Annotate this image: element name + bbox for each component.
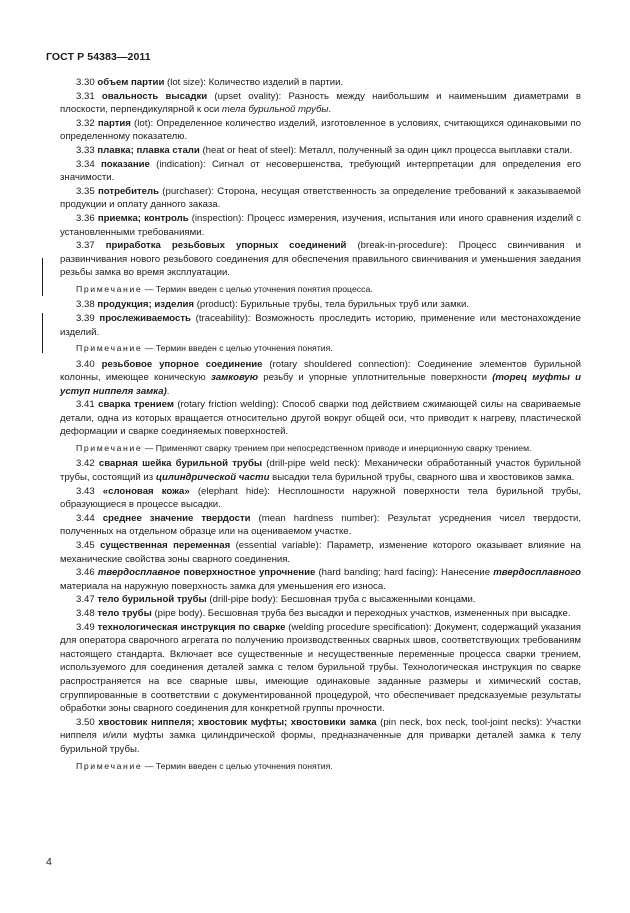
term-num: 3.37	[76, 240, 95, 252]
definition-entry	[60, 716, 581, 757]
italic-term: (торец муфты и уступ ниппеля замка)	[60, 372, 581, 397]
term-rest: (lot): Определенное количество изделий, изготовленное в условиях, считающихся одинаковыми по определенному показателю.	[60, 117, 581, 143]
term-num: 3.48	[76, 608, 95, 619]
term-term: сварная шейка бурильной трубы	[98, 458, 263, 470]
term-rest: (product): Бурильные трубы, тела бурильных труб или замки.	[194, 299, 469, 311]
term-rest: (drill-pipe weld neck): Механически обработанный участок бурильной трубы, состоящий из	[60, 458, 581, 484]
term-term: показание	[100, 158, 150, 170]
term-rest: (essential variable): Параметр, изменение которого оказывает влияние на механические свойства зоны сварного соединения.	[60, 540, 581, 565]
term-num: 3.45	[76, 540, 95, 552]
definition-entry	[60, 239, 581, 280]
term-num: 3.38	[76, 299, 95, 311]
term-rest: (indication): Сигнал от несовершенства, требующий интерпретации для определения его значимости.	[60, 158, 581, 184]
term-term: приработка резьбовых упорных соединений	[105, 240, 347, 252]
definition-entry	[60, 298, 581, 312]
term-term: технологическая инструкция по сварке	[97, 621, 286, 633]
term-num: 3.47	[76, 594, 95, 606]
definition-entry	[60, 90, 581, 117]
term-term: плавка; плавка стали	[97, 144, 200, 156]
term-rest: (hard banding; hard facing): Нанесение	[315, 567, 494, 579]
term-note-text: — Термин введен с целью уточнения понятия.	[142, 343, 333, 354]
term-term: объем партии	[97, 77, 165, 88]
note	[60, 283, 581, 295]
definition-entry	[60, 76, 581, 90]
definition-entry	[60, 158, 581, 185]
note-label: Примечание	[76, 343, 143, 354]
term-num: 3.41	[76, 399, 95, 411]
definition-entry	[60, 185, 581, 212]
term-rest: (drill-pipe body): Бесшовная труба с высаженными концами.	[206, 594, 476, 606]
definition-entry	[60, 398, 581, 439]
term-term: потребитель	[97, 185, 160, 197]
term-num: 3.50	[76, 716, 95, 728]
definition-entry	[60, 358, 581, 399]
term-note-text: — Применяют сварку трением при непосредственном приводе и инерционную сварку трением.	[142, 443, 532, 454]
definition-entry	[60, 144, 581, 158]
term-rest: (upset ovality): Разность между наибольшим и наименьшим диаметрами в плоскости, перпендикулярной к оси	[60, 90, 581, 116]
definition-entry	[60, 566, 581, 593]
note	[60, 760, 581, 772]
definition-entry	[60, 485, 581, 512]
term-term: приемка; контроль	[97, 212, 189, 224]
term-num: 3.35	[76, 185, 95, 197]
term-num: 3.42	[76, 458, 95, 470]
term-rest: (pipe body). Бесшовная труба без высадки и переходных участков, измененных при высадке.	[151, 608, 571, 619]
term-term: партия	[97, 117, 131, 129]
term-rest: (heat or heat of steel): Металл, полученный за один цикл процесса выплавки стали.	[199, 144, 573, 156]
note-label: Примечание	[76, 283, 143, 294]
term-rest2: резьбу и упорные уплотнительные поверхности	[258, 372, 493, 384]
term-italic: твердосплавное	[97, 567, 181, 579]
definition-entry	[60, 312, 581, 339]
term-term: «слоновая кожа»	[102, 485, 190, 497]
term-term: среднее значение твердости	[102, 512, 251, 524]
term-term: хвостовик ниппеля; хвостовик муфты; хвостовики замка	[98, 716, 377, 728]
term-rest2: материала на наружную поверхность замка для уменьшения его износа.	[60, 580, 386, 592]
term-term: овальность высадки	[101, 90, 208, 102]
term-rest2: .	[328, 104, 332, 116]
term-term: сварка трением	[98, 399, 174, 411]
term-rest: (inspection): Процесс измерения, изучения, испытания или иного сравнения изделий с установленными требованиями.	[60, 212, 582, 238]
note	[60, 342, 581, 354]
document-body	[60, 76, 581, 775]
term-rest2: высадки тела бурильной трубы, сварного шва и хвостовиков замка.	[269, 472, 575, 484]
term-num: 3.31	[76, 90, 95, 102]
document-header: ГОСТ Р 54383—2011	[46, 51, 151, 63]
term-rest: (elephant hide): Несплошности наружной поверхности тела бурильной трубы, образующиеся в процессе высадки.	[60, 485, 581, 511]
term-num: 3.30	[76, 77, 95, 88]
term-num: 3.49	[76, 621, 95, 633]
term-rest: (lot size): Количество изделий в партии.	[164, 77, 344, 88]
change-bar	[42, 258, 43, 296]
term-num: 3.43	[76, 485, 95, 497]
definition-entry	[60, 457, 581, 484]
term-num: 3.39	[76, 312, 95, 324]
note	[60, 442, 581, 454]
italic-term: цилиндрической части	[155, 472, 270, 484]
term-num: 3.44	[76, 512, 95, 524]
page-number: 4	[46, 856, 52, 868]
italic-term: замковую	[210, 372, 259, 384]
note-label: Примечание	[76, 760, 143, 771]
term-rest: (break-in-procedure): Процесс свинчивания и развинчивания нового резьбового соединения для обеспечения правильного свинчивания и уменьшения заедания резьбы замка во время эксплуатации.	[60, 240, 581, 279]
term-term: существенная переменная	[100, 540, 231, 552]
term-num: 3.40	[76, 358, 95, 370]
term-rest: (traceability): Возможность проследить историю, применение или местонахождение изделий.	[60, 312, 582, 338]
term-note-text: — Термин введен с целью уточнения понятия.	[142, 760, 333, 771]
definition-entry	[60, 212, 581, 239]
term-rest: (purchaser): Сторона, несущая ответственность за определение требований к заказываемой продукции и оплату данного заказа.	[60, 185, 582, 211]
term-rest: (mean hardness number): Результат усреднения чисел твердости, полученных на отдельном образце или на оцениваемом участке.	[60, 512, 581, 538]
term-num: 3.32	[76, 117, 95, 129]
note-label: Примечание	[76, 443, 143, 454]
term-term: тело трубы	[97, 608, 152, 619]
term-term: поверхностное упрочнение	[180, 567, 316, 579]
term-term: прослеживаемость	[99, 312, 191, 324]
definition-entry	[60, 593, 581, 607]
definition-entry	[60, 539, 581, 566]
term-term: продукция; изделия	[97, 299, 195, 311]
definition-entry	[60, 621, 581, 716]
change-bar	[42, 313, 43, 353]
term-rest: (rotary friction welding): Способ сварки под действием сжимающей силы на свариваемые детали, одна из которых вращается относительно другой вокруг общей оси, что приводит к нагреву, пластической деформации и сварке соединяемых поверхностей.	[60, 399, 582, 438]
definition-entry	[60, 512, 581, 539]
term-num: 3.33	[76, 144, 95, 156]
term-num: 3.36	[76, 212, 95, 224]
term-term: резьбовое упорное соединение	[101, 358, 263, 370]
term-rest: (pin neck, box neck, tool-joint necks): Участки ниппеля и/или муфты замка цилиндрической формы, предназначенные для приварки деталей замка к телу бурильной трубы.	[60, 716, 581, 755]
term-term: тело бурильной трубы	[97, 594, 207, 606]
term-num: 3.34	[76, 158, 95, 170]
definition-entry	[60, 117, 581, 144]
term-rest3: .	[166, 385, 170, 397]
italic-term: тела бурильной трубы	[221, 104, 329, 116]
italic-term: твердосплавного	[493, 567, 582, 579]
term-rest: (rotary shouldered connection): Соединение элементов бурильной колонны, имеющее коническую	[60, 358, 582, 384]
term-rest: (welding procedure specification): Документ, содержащий указания для оператора сварочного агрегата по получению производственных сварных швов, соответствующих требованиям настоящего стандарта. Включает все существенные и несущественные переменные процесса сварки трением, используемого для соединения деталей замка с телом бурильной трубы. Технологическая инструкция по сварке распространяется на все сварные швы, имеющие одинаковые заданные размеры и химический состав, сгруппированные в соответствии с документированной процедурой, что обеспечивает предсказуемые результаты обработки зоны сварного соединения для конкретной группы прочности.	[60, 621, 581, 715]
term-note-text: — Термин введен с целью уточнения понятия процесса.	[142, 283, 373, 294]
definition-entry	[60, 607, 581, 621]
term-num: 3.46	[76, 567, 95, 579]
